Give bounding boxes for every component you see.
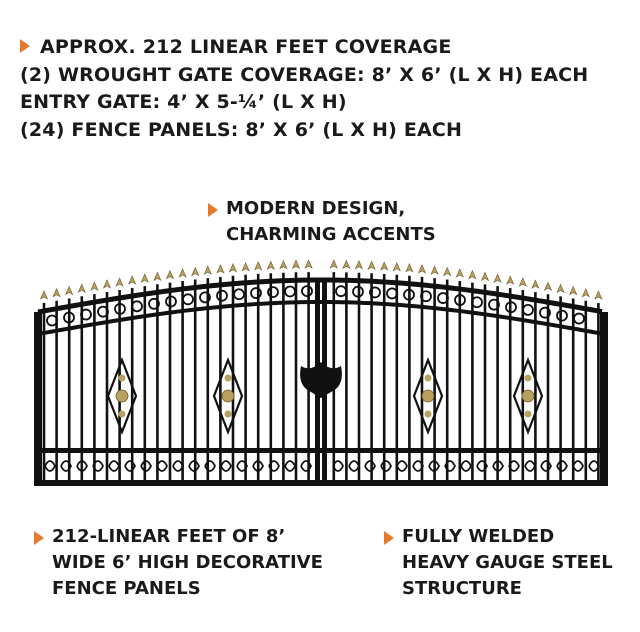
center-crest (300, 362, 342, 398)
finial (267, 261, 274, 269)
finial (482, 272, 489, 280)
spec-coverage-text: APPROX. 212 LINEAR FEET COVERAGE (40, 36, 452, 58)
finial (204, 266, 211, 274)
finial (368, 261, 375, 269)
gold-accent (116, 390, 128, 402)
feature-welded-line-3: STRUCTURE (402, 578, 522, 599)
gold-accent (225, 375, 232, 382)
gold-accent (525, 411, 532, 418)
finial (595, 291, 602, 299)
finial (444, 268, 451, 276)
gold-accent (222, 390, 234, 402)
finial (330, 260, 337, 268)
finial (469, 271, 476, 279)
finial (293, 260, 300, 268)
gold-accent (119, 375, 126, 382)
finial (129, 276, 136, 284)
scroll-curl (302, 286, 312, 296)
finial (406, 264, 413, 272)
feature-welded-steel (402, 524, 613, 602)
bottom-scroll (285, 461, 295, 471)
feature-modern-line-1: MODERN DESIGN, (226, 198, 406, 219)
scroll-curl (234, 289, 244, 299)
finial (104, 280, 111, 288)
feature-panels-line-1: 212-LINEAR FEET OF 8’ (52, 526, 286, 547)
gate-illustration (0, 258, 640, 490)
scroll-curl (557, 311, 567, 321)
finial (179, 269, 186, 277)
finial (217, 265, 224, 273)
finial (66, 286, 73, 294)
bottom-scroll (45, 461, 55, 471)
gold-accent (422, 390, 434, 402)
finial (356, 261, 363, 269)
gold-accent (225, 411, 232, 418)
spec-list (20, 34, 588, 144)
finial (381, 262, 388, 270)
finial (255, 262, 262, 270)
bottom-scroll (349, 461, 359, 471)
finial (456, 269, 463, 277)
spec-coverage (20, 34, 588, 62)
finial (431, 266, 438, 274)
spec-fence-panels-text: (24) FENCE PANELS: 8’ X 6’ (L X H) EACH (20, 118, 463, 141)
orange-arrow-icon (34, 531, 44, 545)
finial (507, 276, 514, 284)
feature-fence-panels (52, 524, 323, 602)
spec-gate-coverage-text: (2) WROUGHT GATE COVERAGE: 8’ X 6’ (L X H) EACH (20, 63, 589, 86)
finial (545, 282, 552, 290)
bottom-scroll (381, 461, 391, 471)
gold-accent (119, 411, 126, 418)
finial (230, 264, 237, 272)
scroll-curl (574, 314, 584, 324)
finial (419, 265, 426, 273)
spec-fence-panels (20, 117, 588, 145)
finial (343, 260, 350, 268)
feature-panels-line-3: FENCE PANELS (52, 578, 201, 599)
bottom-scroll (365, 461, 375, 471)
finial (167, 271, 174, 279)
finial (557, 284, 564, 292)
finial (116, 278, 123, 286)
finial (141, 274, 148, 282)
scroll-curl (285, 286, 295, 296)
scroll-curl (336, 286, 346, 296)
feature-welded-line-1: FULLY WELDED (402, 526, 555, 547)
bottom-scroll (461, 461, 471, 471)
finial (53, 289, 60, 297)
gold-accent (425, 411, 432, 418)
scroll-curl (523, 305, 533, 315)
gold-accent (425, 375, 432, 382)
spec-entry-gate-text: ENTRY GATE: 4’ X 5-¼’ (L X H) (20, 91, 347, 113)
finial (519, 278, 526, 286)
finial (280, 261, 287, 269)
finial (494, 274, 501, 282)
gold-accent (525, 375, 532, 382)
orange-arrow-icon (208, 203, 218, 217)
bottom-scroll (109, 461, 119, 471)
bottom-rail (34, 480, 608, 486)
finial (532, 280, 539, 288)
finial (242, 263, 249, 271)
spec-gate-coverage (20, 62, 588, 90)
bottom-scroll (541, 461, 551, 471)
lower-rail (34, 448, 608, 453)
finial (41, 291, 48, 299)
feature-modern-design (226, 196, 436, 248)
feature-modern-line-2: CHARMING ACCENTS (226, 224, 436, 245)
gold-accent (522, 390, 534, 402)
feature-panels-line-2: WIDE 6’ HIGH DECORATIVE (52, 552, 323, 573)
spec-entry-gate (20, 89, 588, 117)
finial (570, 287, 577, 295)
bottom-scroll (397, 461, 407, 471)
bottom-scroll (221, 461, 231, 471)
bottom-scroll (525, 461, 535, 471)
finial (78, 284, 85, 292)
finial (305, 260, 312, 268)
gate-post-right (600, 312, 608, 484)
feature-welded-line-2: HEAVY GAUGE STEEL (402, 552, 613, 573)
finial (154, 272, 161, 280)
finial (582, 289, 589, 297)
orange-arrow-icon (20, 39, 30, 53)
finial (192, 267, 199, 275)
finial (393, 263, 400, 271)
bottom-scroll (557, 461, 567, 471)
scroll-curl (217, 291, 227, 301)
scroll-curl (183, 294, 193, 304)
gate-post-left (34, 312, 42, 484)
finial (91, 282, 98, 290)
orange-arrow-icon (384, 531, 394, 545)
